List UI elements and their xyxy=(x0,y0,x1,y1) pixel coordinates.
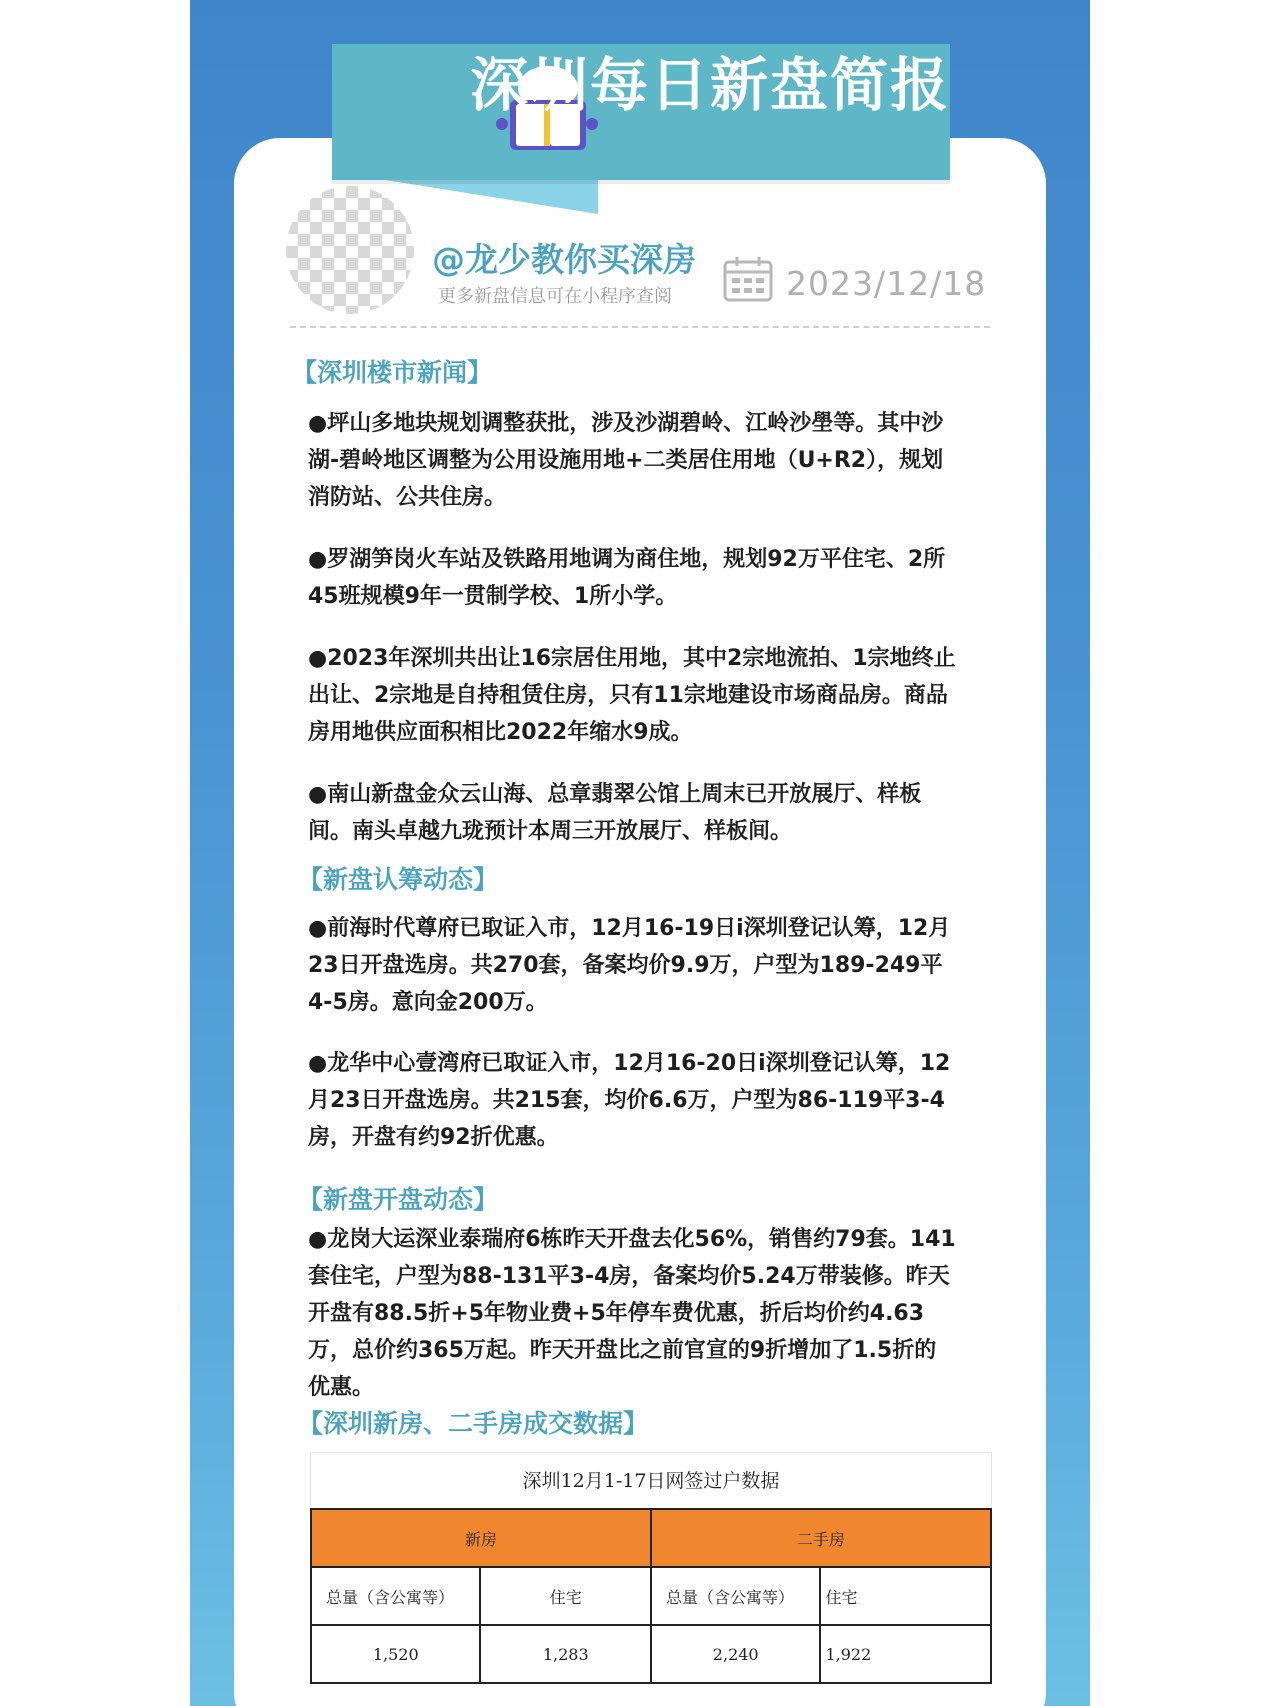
table-cell: 1,520 xyxy=(311,1625,480,1683)
poster-frame xyxy=(190,0,1090,1706)
author-tagline: 更多新盘信息可在小程序查阅 xyxy=(438,286,672,307)
page-margin-right xyxy=(1090,0,1280,1706)
author-handle: @龙少教你买深房 xyxy=(432,240,696,279)
news-item: ●坪山多地块规划调整获批，涉及沙湖碧岭、江岭沙壆等。其中沙湖-碧岭地区调整为公用设施用地+二类居住用地（U+R2），规划消防站、公共住房。 xyxy=(308,411,944,510)
subscription-item: ●前海时代尊府已取证入市，12月16-19日i深圳登记认筹，12月23日开盘选房。共270套，备案均价9.9万，户型为189-249平4-5房。意向金200万。 xyxy=(308,916,951,1015)
page-margin-left xyxy=(0,0,190,1706)
table-group-resale: 二手房 xyxy=(651,1509,991,1567)
header-divider xyxy=(290,326,990,328)
table-column-header: 总量（含公寓等） xyxy=(651,1567,820,1625)
table-group-new: 新房 xyxy=(311,1509,651,1567)
news-item: ●罗湖笋岗火车站及铁路用地调为商住地，规划92万平住宅、2所45班规模9年一贯制学校、1所小学。 xyxy=(308,547,946,609)
table-cell: 2,240 xyxy=(651,1625,820,1683)
table-subheader-row xyxy=(311,1567,991,1625)
banner-title: 深圳每日新盘简报 xyxy=(470,51,951,119)
table-row xyxy=(311,1625,991,1683)
table-cell: 1,922 xyxy=(820,1625,991,1683)
opening-item: ●龙岗大运深业泰瑞府6栋昨天开盘去化56%，销售约79套。141套住宅，户型为88-131平3-4房，备案均价5.24万带装修。昨天开盘有88.5折+5年物业费+5年停车费优惠，折后均价约4.63万，总价约365万起。昨天开盘比之前官宣的9折增加了1.5折的优惠。 xyxy=(308,1227,956,1400)
table-caption: 深圳12月1-17日网签过户数据 xyxy=(310,1452,992,1508)
section-title-subscription: 【新盘认筹动态】 xyxy=(298,865,499,894)
transaction-table xyxy=(310,1508,992,1684)
table-column-header: 总量（含公寓等） xyxy=(311,1567,480,1625)
calendar-icon xyxy=(723,256,773,302)
section-title-news: 【深圳楼市新闻】 xyxy=(292,358,493,387)
news-item: ●南山新盘金众云山海、总章翡翠公馆上周末已开放展厅、样板间。南头卓越九珑预计本周三开放展厅、样板间。 xyxy=(308,782,922,844)
subscription-item: ●龙华中心壹湾府已取证入市，12月16-20日i深圳登记认筹，12月23日开盘选房。共215套，均价6.6万，户型为86-119平3-4房，开盘有约92折优惠。 xyxy=(308,1051,951,1150)
table-column-header: 住宅 xyxy=(480,1567,650,1625)
news-item: ●2023年深圳共出让16宗居住用地，其中2宗地流拍、1宗地终止出让、2宗地是自持租赁住房，只有11宗地建设市场商品房。商品房用地供应面积相比2022年缩水9成。 xyxy=(308,646,956,745)
table-header-row xyxy=(311,1509,991,1567)
section-title-transactions: 【深圳新房、二手房成交数据】 xyxy=(298,1409,649,1438)
table-column-header: 住宅 xyxy=(820,1567,991,1625)
author-avatar xyxy=(286,186,414,314)
report-date: 2023/12/18 xyxy=(786,264,987,303)
table-cell: 1,283 xyxy=(480,1625,650,1683)
section-title-opening: 【新盘开盘动态】 xyxy=(298,1185,499,1214)
